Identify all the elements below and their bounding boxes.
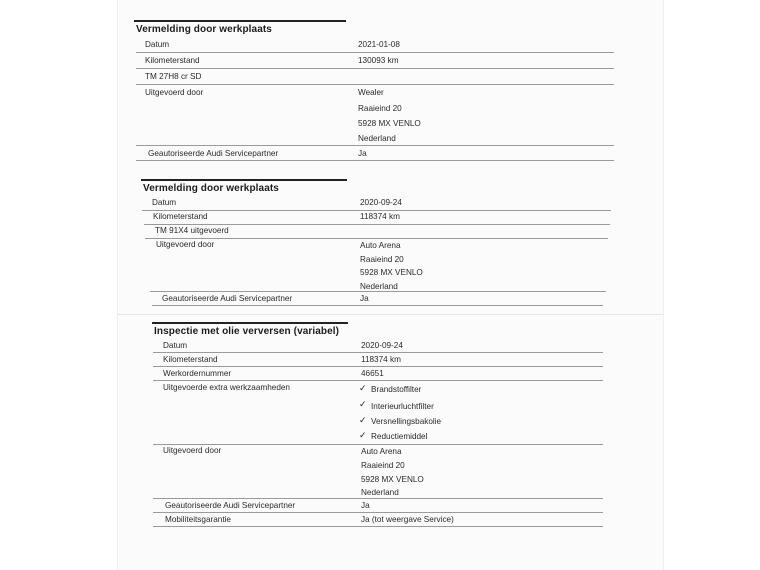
s3-value-line-2: Raaieind 20: [361, 461, 405, 470]
s2-value-line-2: Raaieind 20: [360, 255, 404, 264]
s2-row-divider: [150, 291, 606, 292]
s3-label-werkordernummer: Werkordernummer: [163, 369, 232, 378]
s3-value-line-4: Nederland: [361, 488, 399, 497]
s3-label-mobiliteitsgarantie: Mobiliteitsgarantie: [165, 515, 231, 524]
s3-row-divider: [153, 366, 603, 367]
s2-value-line-4: Nederland: [360, 282, 398, 291]
s1-row-divider: [136, 68, 614, 69]
s3-label-servicepartner: Geautoriseerde Audi Servicepartner: [165, 501, 296, 510]
s1-value-servicepartner: Ja: [358, 149, 367, 158]
s3-row-divider: [153, 498, 603, 499]
checkmark-icon: ✓: [359, 415, 367, 425]
s3-check-item-1: Brandstoffilter: [371, 385, 422, 394]
s1-label-kilometerstand: Kilometerstand: [145, 56, 200, 65]
s1-value-line-1: Wealer: [358, 88, 384, 97]
s2-label-servicepartner: Geautoriseerde Audi Servicepartner: [162, 294, 293, 303]
checkmark-icon: ✓: [359, 383, 367, 393]
s3-value-mobiliteitsgarantie: Ja (tot weergave Service): [361, 515, 454, 524]
s1-label-tm: TM 27H8 cr SD: [145, 72, 202, 81]
s1-value-line-2: Raaieind 20: [358, 104, 402, 113]
s3-label-datum: Datum: [163, 341, 188, 350]
s2-label-uitgevoerd-door: Uitgevoerd door: [156, 240, 215, 249]
section-3-top-rule: [152, 322, 348, 324]
s1-row-divider: [136, 84, 614, 85]
s1-label-uitgevoerd-door: Uitgevoerd door: [145, 88, 204, 97]
section-2-title: Vermelding door werkplaats: [143, 183, 279, 194]
s2-label-datum: Datum: [152, 198, 177, 207]
s1-label-datum: Datum: [145, 40, 170, 49]
s3-value-line-1: Auto Arena: [361, 447, 402, 456]
s3-row-divider: [153, 512, 603, 513]
s1-value-line-3: 5928 MX VENLO: [358, 119, 421, 128]
s3-row-divider: [153, 380, 603, 381]
checkmark-icon: ✓: [359, 430, 367, 440]
s3-row-divider: [153, 352, 603, 353]
s1-row-divider: [136, 52, 614, 53]
s3-row-divider: [153, 444, 603, 445]
s3-value-line-3: 5928 MX VENLO: [361, 475, 424, 484]
s3-label-uitgevoerd-door: Uitgevoerd door: [163, 446, 222, 455]
section-3-title: Inspectie met olie verversen (variabel): [154, 326, 340, 337]
checkmark-icon: ✓: [359, 399, 367, 409]
s2-value-datum: 2020-09-24: [360, 198, 402, 207]
s1-label-servicepartner: Geautoriseerde Audi Servicepartner: [148, 149, 279, 158]
s3-row-divider: [153, 526, 603, 527]
s2-value-line-3: 5928 MX VENLO: [360, 268, 423, 277]
s2-row-divider: [144, 224, 610, 225]
s1-value-datum: 2021-01-08: [358, 40, 400, 49]
page-fold: [118, 314, 663, 315]
s2-row-divider: [142, 210, 611, 211]
section-1-title: Vermelding door werkplaats: [136, 24, 272, 35]
s2-value-servicepartner: Ja: [360, 294, 369, 303]
s2-label-tm: TM 91X4 uitgevoerd: [155, 226, 229, 235]
s2-value-kilometerstand: 118374 km: [360, 212, 400, 221]
s3-value-datum: 2020-09-24: [361, 341, 403, 350]
s1-value-kilometerstand: 130093 km: [358, 56, 399, 65]
s3-check-item-4: Reductiemiddel: [371, 432, 428, 441]
s2-row-divider: [152, 305, 603, 306]
s1-row-divider: [136, 160, 614, 161]
s3-check-item-2: Interieurluchtfilter: [371, 402, 434, 411]
s3-check-item-3: Versnellingsbakolie: [371, 417, 442, 426]
s3-value-servicepartner: Ja: [361, 501, 370, 510]
s1-row-divider: [136, 145, 614, 146]
s3-label-kilometerstand: Kilometerstand: [163, 355, 218, 364]
section-1-top-rule: [134, 20, 346, 22]
s3-value-werkordernummer: 46651: [361, 369, 384, 378]
s2-row-divider: [145, 238, 608, 239]
section-2-top-rule: [141, 179, 347, 181]
s3-value-kilometerstand: 118374 km: [361, 355, 401, 364]
s3-label-extra-werkzaamheden: Uitgevoerde extra werkzaamheden: [163, 383, 290, 392]
s2-value-line-1: Auto Arena: [360, 241, 401, 250]
s2-label-kilometerstand: Kilometerstand: [153, 212, 208, 221]
s1-value-line-4: Nederland: [358, 134, 396, 143]
